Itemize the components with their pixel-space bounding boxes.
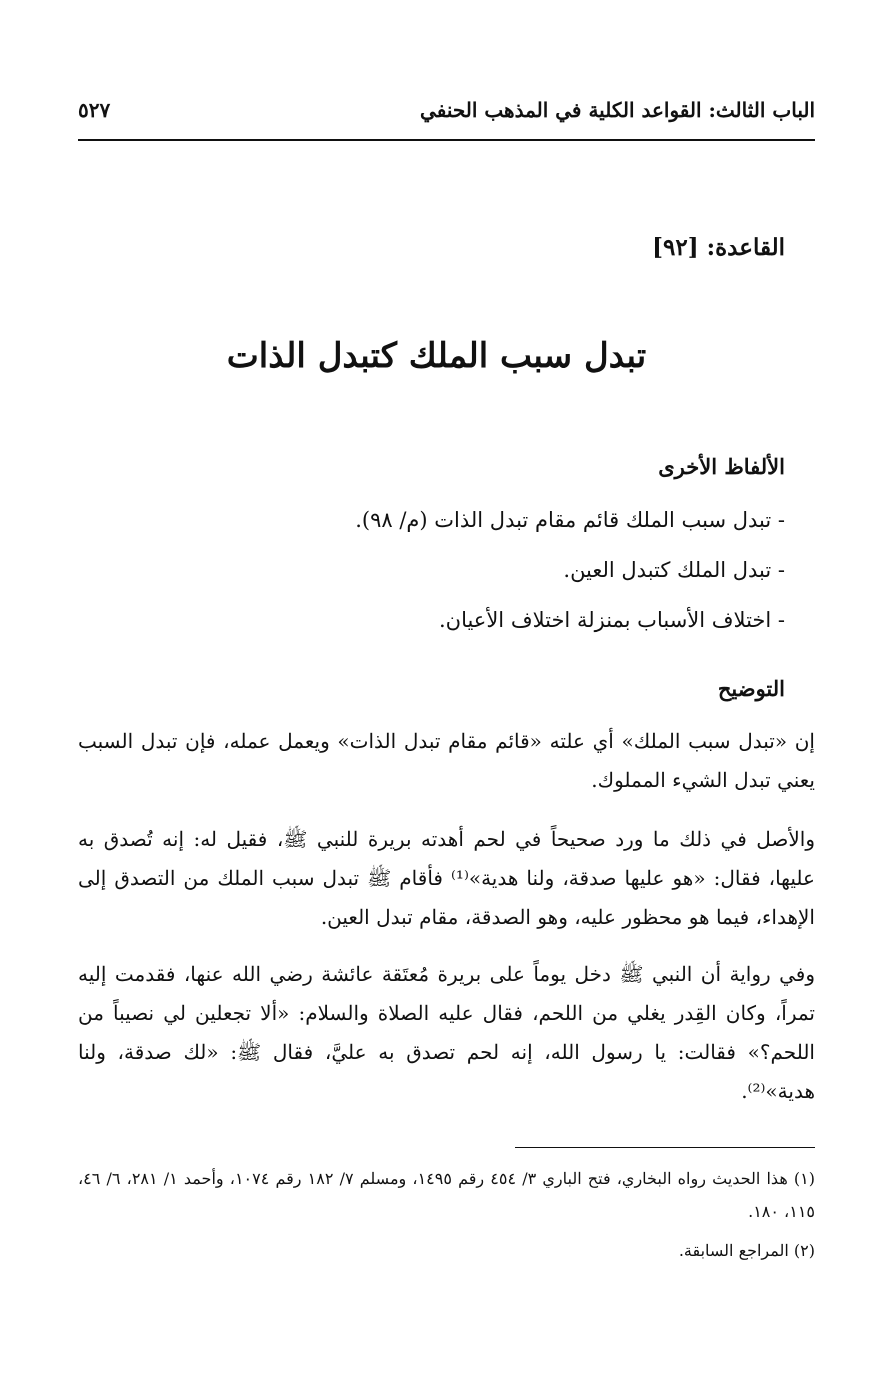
header-divider [78,139,815,141]
explanation-paragraph: وفي رواية أن النبي ﷺ دخل يوماً على بريرة مُعتَقة عائشة رضي الله عنها، فقدمت إليه تمراً، وكان القِدر يغلي من اللحم، فقال عليه الصلاة والسلام: «ألا تجعلين لي نصيباً من اللحم؟» فقالت: يا رسول الله، إنه لحم تصدق به عليَّ، فقال ﷺ: «لك صدقة، ولنا هدية»⁽²⁾. [78,962,815,1103]
footnotes [78,1162,815,1273]
footnote: (١) هذا الحديث رواه البخاري، فتح الباري ٣/ ٤٥٤ رقم ١٤٩٥، ومسلم ٧/ ١٨٢ رقم ١٠٧٤، وأحمد ١/ ٢٨١، ٦/ ٤٦، ١١٥، ١٨٠. [78,1169,815,1221]
alternatives-list [355,500,785,650]
footnote: (٢) المراجع السابقة. [678,1241,815,1260]
rule-title: تبدل سبب الملك كتبدل الذات [226,336,647,376]
explanation-paragraph: إن «تبدل سبب الملك» أي علته «قائم مقام تبدل الذات» ويعمل عمله، فإن تبدل السبب يعني تبدل الشيء المملوك. [78,729,815,792]
rule-number-label: القاعدة: [٩٢] [652,234,785,261]
list-item: - تبدل الملك كتبدل العين. [563,558,785,582]
footnote-divider [515,1147,815,1148]
explanation-heading: التوضيح [717,676,785,701]
alternatives-heading: الألفاظ الأخرى [658,454,785,479]
running-header [78,98,815,132]
list-item: - اختلاف الأسباب بمنزلة اختلاف الأعيان. [438,608,785,632]
list-item: - تبدل سبب الملك قائم مقام تبدل الذات (م/ ٩٨). [355,508,785,532]
explanation-paragraph: والأصل في ذلك ما ورد صحيحاً في لحم أهدته بريرة للنبي ﷺ، فقيل له: إنه تُصدق به عليها، فقال: «هو عليها صدقة، ولنا هدية»⁽¹⁾ فأقام ﷺ تبدل سبب الملك من التصدق إلى الإهداء، فيما هو محظور عليه، وهو الصدقة، مقام تبدل العين. [78,827,815,929]
page-number: ٥٢٧ [78,98,111,122]
chapter-title: الباب الثالث: القواعد الكلية في المذهب الحنفي [420,98,815,122]
